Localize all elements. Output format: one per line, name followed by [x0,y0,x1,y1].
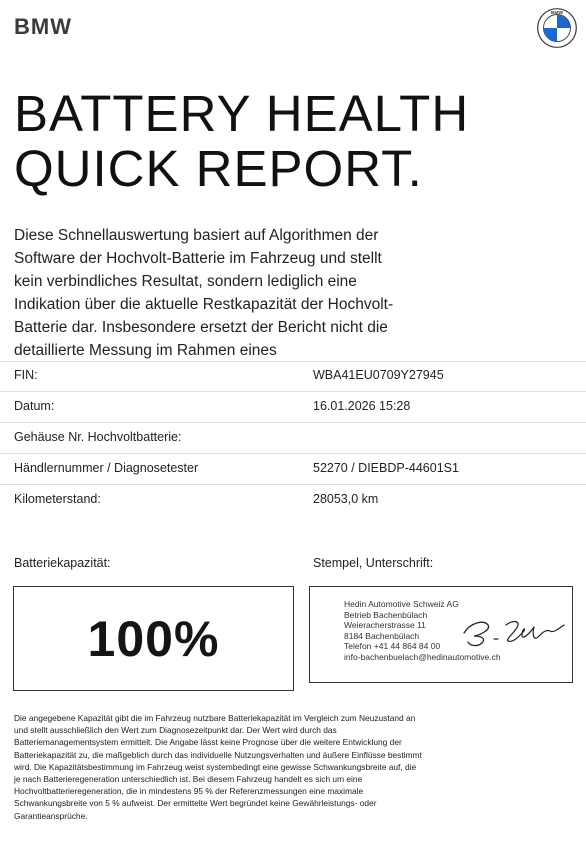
capacity-box [13,586,294,691]
stamp-box [309,586,573,683]
intro-text: Diese Schnellauswertung basiert auf Algorithmen der Software der Hochvolt-Batterie im Fahrzeug und stellt kein verbindliches Resultat, sondern lediglich eine Indikation über die aktuelle Restkapazität der Hochvolt-Batterie dar. Insbesondere ersetzt der Bericht nicht die detaillierte Messung im Rahmen eines [14,227,394,359]
capacity-label: Batteriekapazität: [14,556,111,570]
stamp-label: Stempel, Unterschrift: [313,556,434,570]
mileage-value: 28053,0 km [313,492,379,506]
stamp-street: Weieracherstrasse 11 [344,620,426,630]
dealer-tester-label: Händlernummer / Diagnosetester [14,461,199,475]
handwritten-signature [460,609,570,649]
date-label: Datum: [14,399,55,413]
divider [0,422,586,423]
stamp-branch: Betrieb Bachenbülach [344,609,428,620]
divider [0,484,586,485]
dealer-tester-value: 52270 / DIEBDP-44601S1 [313,461,459,475]
stamp-company: Hedin Automotive Schweiz AG [344,599,459,609]
date-value: 16.01.2026 15:28 [313,399,411,413]
bmw-logo [537,8,577,48]
disclaimer-text: Die angegebene Kapazität gibt die im Fahrzeug nutzbare Batteriekapazität im Vergleich zum Neuzustand an und stellt ausschließlich den Wert zum Diagnosezeitpunkt dar. Der Wert wird durch das Batteriemanagementsystem ermittelt. Die Angabe lässt keine Prognose über die weitere Entwicklung der Batteriekapazität zu, die maßgeblich durch das individuelle Nutzungsverhalten und äußere Einflüsse bestimmt wird. Die Kapazitätsbestimmung im Fahrzeug weist systembedingt eine gewisse Schwankungsbreite auf, die je nach Batterieregeneration unterschiedlich ist. Bei diesem Fahrzeug handelt es sich um eine Hochvoltbatterieregeneration, die in mindestens 95 % der Referenzmessungen eine maximale Schwankungsbreite von 5 % aufweist. Der ermittelte Wert begründet keine Gewährleistungs- oder Garantieansprüche. [14,713,422,821]
title-line-1: BATTERY HEALTH [14,85,470,142]
stamp-city: 8184 Bachenbülach [344,630,420,641]
divider [0,453,586,454]
title-line-2: QUICK REPORT. [14,140,423,197]
brand-name: BMW [14,14,72,39]
fin-label: FIN: [14,368,38,382]
housing-number-label: Gehäuse Nr. Hochvoltbatterie: [14,430,182,444]
logo-lettering: BMW [551,11,563,16]
stamp-email: info-bachenbuelach@hedinautomotive.ch [344,651,501,662]
divider [0,391,586,392]
capacity-value: 100% [87,611,220,667]
fin-value: WBA41EU0709Y27945 [313,368,444,382]
divider [0,361,586,362]
report-title [14,86,469,196]
stamp-phone: Telefon +41 44 864 84 00 [344,641,441,651]
mileage-label: Kilometerstand: [14,492,101,506]
